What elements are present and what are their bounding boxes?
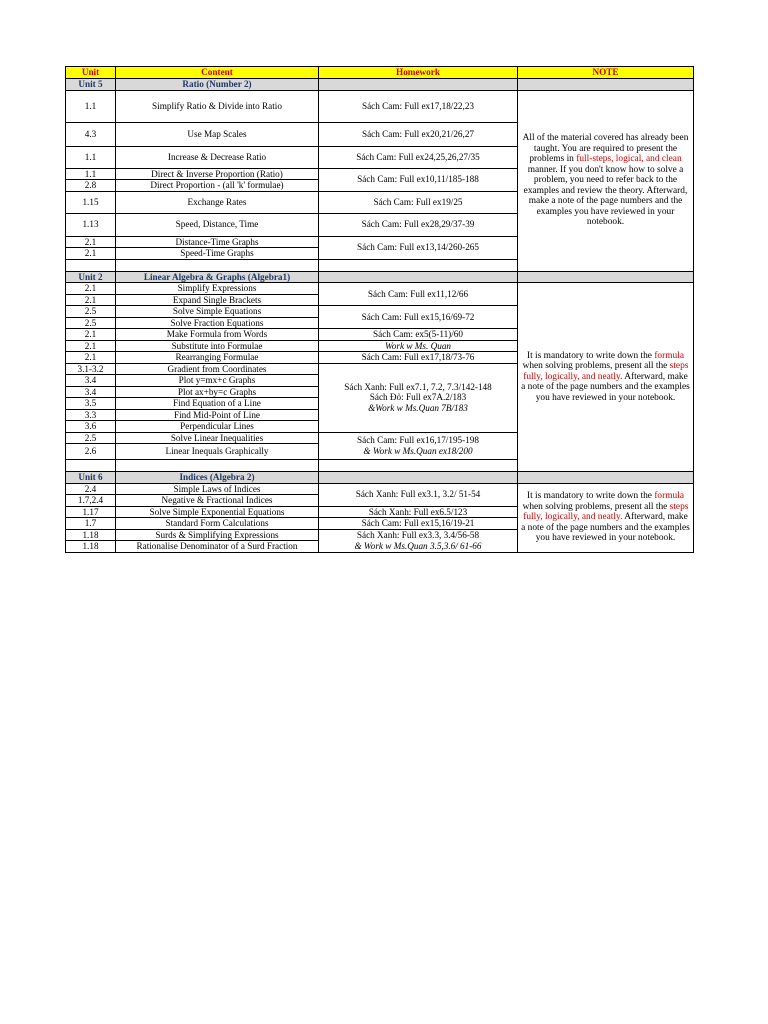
content-cell: Rearranging Formulae (116, 352, 319, 364)
section-note-empty (518, 79, 694, 91)
unit-cell: 3.5 (66, 398, 116, 410)
note-text: It is mandatory to write down the (526, 350, 655, 361)
content-cell: Solve Fraction Equations (116, 317, 319, 329)
content-cell: Simplify Expressions (116, 283, 319, 295)
section-homework-empty (319, 79, 518, 91)
homework-line: Sách Xanh: Full ex7.1, 7.2, 7.3/142-148 (344, 381, 492, 392)
content-cell: Simple Laws of Indices (116, 483, 319, 495)
section-homework-empty (319, 472, 518, 484)
homework-cell: Sách Cam: Full ex15,16/19-21 (319, 518, 518, 530)
content-cell: Speed-Time Graphs (116, 248, 319, 260)
content-cell: Surds & Simplifying Expressions (116, 529, 319, 541)
homework-cell: Work w Ms. Quan (319, 340, 518, 352)
unit-cell: 2.5 (66, 317, 116, 329)
unit-cell: 1.7,2.4 (66, 495, 116, 507)
content-cell: Rationalise Denominator of a Surd Fraction (116, 541, 319, 553)
header-row (66, 67, 694, 79)
section-note-empty (518, 472, 694, 484)
content-cell: Linear Inequals Graphically (116, 444, 319, 460)
homework-cell: Sách Xanh: Full ex3.1, 3.2/ 51-54 (319, 483, 518, 506)
note-text: manner. If you don't know how to solve a problem, you need to refer back to the examples and review the theory. Afterward, make a note of the page numbers and the examples you have reviewed in your notebook. (523, 164, 688, 228)
homework-cell: Sách Cam: ex5(5-11)/60 (319, 329, 518, 341)
homework-cell: Sách Cam: Full ex20,21/26,27 (319, 122, 518, 146)
homework-line: & Work w Ms.Quan 3.5,3.6/ 61-66 (354, 540, 482, 551)
homework-line: Sách Đỏ: Full ex7A.2/183 (369, 392, 467, 403)
homework-cell: Sách Cam: Full ex19/25 (319, 191, 518, 213)
section-header-unit-5 (66, 79, 694, 91)
section-title: Linear Algebra & Graphs (Algebra1) (116, 271, 319, 283)
content-cell: Distance-Time Graphs (116, 236, 319, 248)
content-cell: Substitute into Formulae (116, 340, 319, 352)
content-cell: Solve Linear Inequalities (116, 432, 319, 444)
unit-cell: 2.1 (66, 329, 116, 341)
content-cell: Solve Simple Exponential Equations (116, 506, 319, 518)
header-homework: Homework (319, 67, 518, 79)
content-cell: Standard Form Calculations (116, 518, 319, 530)
content-cell: Expand Single Brackets (116, 294, 319, 306)
content-cell: Plot y=mx+c Graphs (116, 375, 319, 387)
content-cell: Solve Simple Equations (116, 306, 319, 318)
section-title: Ratio (Number 2) (116, 79, 319, 91)
unit-cell: 1.13 (66, 213, 116, 236)
content-cell: Make Formula from Words (116, 329, 319, 341)
homework-cell: Sách Cam: Full ex11,12/66 (319, 283, 518, 306)
unit-cell: 3.4 (66, 386, 116, 398)
content-cell: Increase & Decrease Ratio (116, 146, 319, 168)
unit-cell: 1.1 (66, 168, 116, 180)
note-text: Afterward, make a note of the page numbers and the examples you have reviewed in your notebook. (521, 512, 690, 544)
unit-cell: 2.6 (66, 444, 116, 460)
content-cell: Exchange Rates (116, 191, 319, 213)
homework-cell: Sách Cam: Full ex15,16/69-72 (319, 306, 518, 329)
homework-cell (319, 432, 518, 460)
homework-cell: Sách Cam: Full ex13,14/260-265 (319, 236, 518, 259)
unit-cell: 4.3 (66, 122, 116, 146)
unit-cell: 1.18 (66, 529, 116, 541)
unit-cell: 3.6 (66, 421, 116, 433)
unit-cell: 2.1 (66, 236, 116, 248)
section-header-unit-2 (66, 271, 694, 283)
note-highlight: steps fully, logically, and neatly. (523, 501, 689, 523)
unit-cell: 1.17 (66, 506, 116, 518)
content-cell: Simplify Ratio & Divide into Ratio (116, 90, 319, 122)
section-unit-label: Unit 5 (66, 79, 116, 91)
header-unit: Unit (66, 67, 116, 79)
homework-line: Sách Cam: Full ex16,17/195-198 (357, 435, 479, 446)
homework-line: Sách Xanh: Full ex3.3, 3.4/56-58 (356, 530, 480, 540)
note-highlight: full-steps, logical, and clean (576, 154, 682, 165)
homework-cell: Sách Xanh: Full ex6.5/123 (319, 506, 518, 518)
content-cell: Direct Proportion - (all 'k' formulae) (116, 180, 319, 192)
unit-cell: 2.5 (66, 432, 116, 444)
unit-cell: 1.1 (66, 90, 116, 122)
note-text: It is mandatory to write down the (526, 491, 655, 502)
unit-cell: 2.1 (66, 283, 116, 295)
note-text: when solving problems, present all the (522, 361, 670, 372)
content-cell: Find Equation of a Line (116, 398, 319, 410)
homework-cell: Sách Cam: Full ex17,18/22,23 (319, 90, 518, 122)
table-row (66, 483, 694, 495)
homework-table (65, 66, 694, 553)
note-text: All of the material covered has already been taught. You are required to present the problems in (522, 133, 689, 165)
header-note: NOTE (518, 67, 694, 79)
note-cell-unit-5 (518, 90, 694, 271)
homework-cell (319, 363, 518, 432)
unit-cell: 1.7 (66, 518, 116, 530)
note-highlight: formula (654, 350, 684, 361)
homework-cell (319, 529, 518, 552)
unit-cell: 2.1 (66, 294, 116, 306)
unit-cell: 3.3 (66, 409, 116, 421)
unit-cell: 1.1 (66, 146, 116, 168)
unit-cell: 2.1 (66, 340, 116, 352)
homework-line: & Work w Ms.Quan ex18/200 (363, 445, 473, 456)
homework-cell: Sách Cam: Full ex28,29/37-39 (319, 213, 518, 236)
content-cell: Perpendicular Lines (116, 421, 319, 433)
table-row (66, 90, 694, 122)
unit-cell: 2.1 (66, 248, 116, 260)
unit-cell: 2.5 (66, 306, 116, 318)
content-cell: Negative & Fractional Indices (116, 495, 319, 507)
note-text: Afterward, make a note of the page numbers and the examples you have reviewed in your notebook. (521, 371, 690, 403)
homework-cell: Sách Cam: Full ex24,25,26,27/35 (319, 146, 518, 168)
unit-cell: 2.4 (66, 483, 116, 495)
homework-cell: Sách Cam: Full ex10,11/185-188 (319, 168, 518, 191)
note-cell-unit-2 (518, 283, 694, 472)
unit-cell: 3.4 (66, 375, 116, 387)
note-highlight: steps fully, logically, and neatly. (523, 361, 689, 382)
content-cell: Find Mid-Point of Line (116, 409, 319, 421)
unit-cell: 1.15 (66, 191, 116, 213)
content-cell: Use Map Scales (116, 122, 319, 146)
section-unit-label: Unit 6 (66, 472, 116, 484)
note-text: when solving problems, present all the (522, 501, 670, 512)
content-cell: Direct & Inverse Proportion (Ratio) (116, 168, 319, 180)
section-header-unit-6 (66, 472, 694, 484)
section-title: Indices (Algebra 2) (116, 472, 319, 484)
unit-cell: 1.18 (66, 541, 116, 553)
homework-line: &Work w Ms.Quan 7B/183 (368, 402, 468, 413)
content-cell: Plot ax+by=c Graphs (116, 386, 319, 398)
section-unit-label: Unit 2 (66, 271, 116, 283)
homework-cell: Sách Cam: Full ex17,18/73-76 (319, 352, 518, 364)
content-cell: Speed, Distance, Time (116, 213, 319, 236)
header-content: Content (116, 67, 319, 79)
unit-cell: 2.8 (66, 180, 116, 192)
table-row (66, 283, 694, 295)
content-cell: Gradient from Coordinates (116, 363, 319, 375)
note-highlight: formula (654, 491, 684, 502)
unit-cell: 3.1-3.2 (66, 363, 116, 375)
section-note-empty (518, 271, 694, 283)
note-cell-unit-6 (518, 483, 694, 552)
section-homework-empty (319, 271, 518, 283)
unit-cell: 2.1 (66, 352, 116, 364)
